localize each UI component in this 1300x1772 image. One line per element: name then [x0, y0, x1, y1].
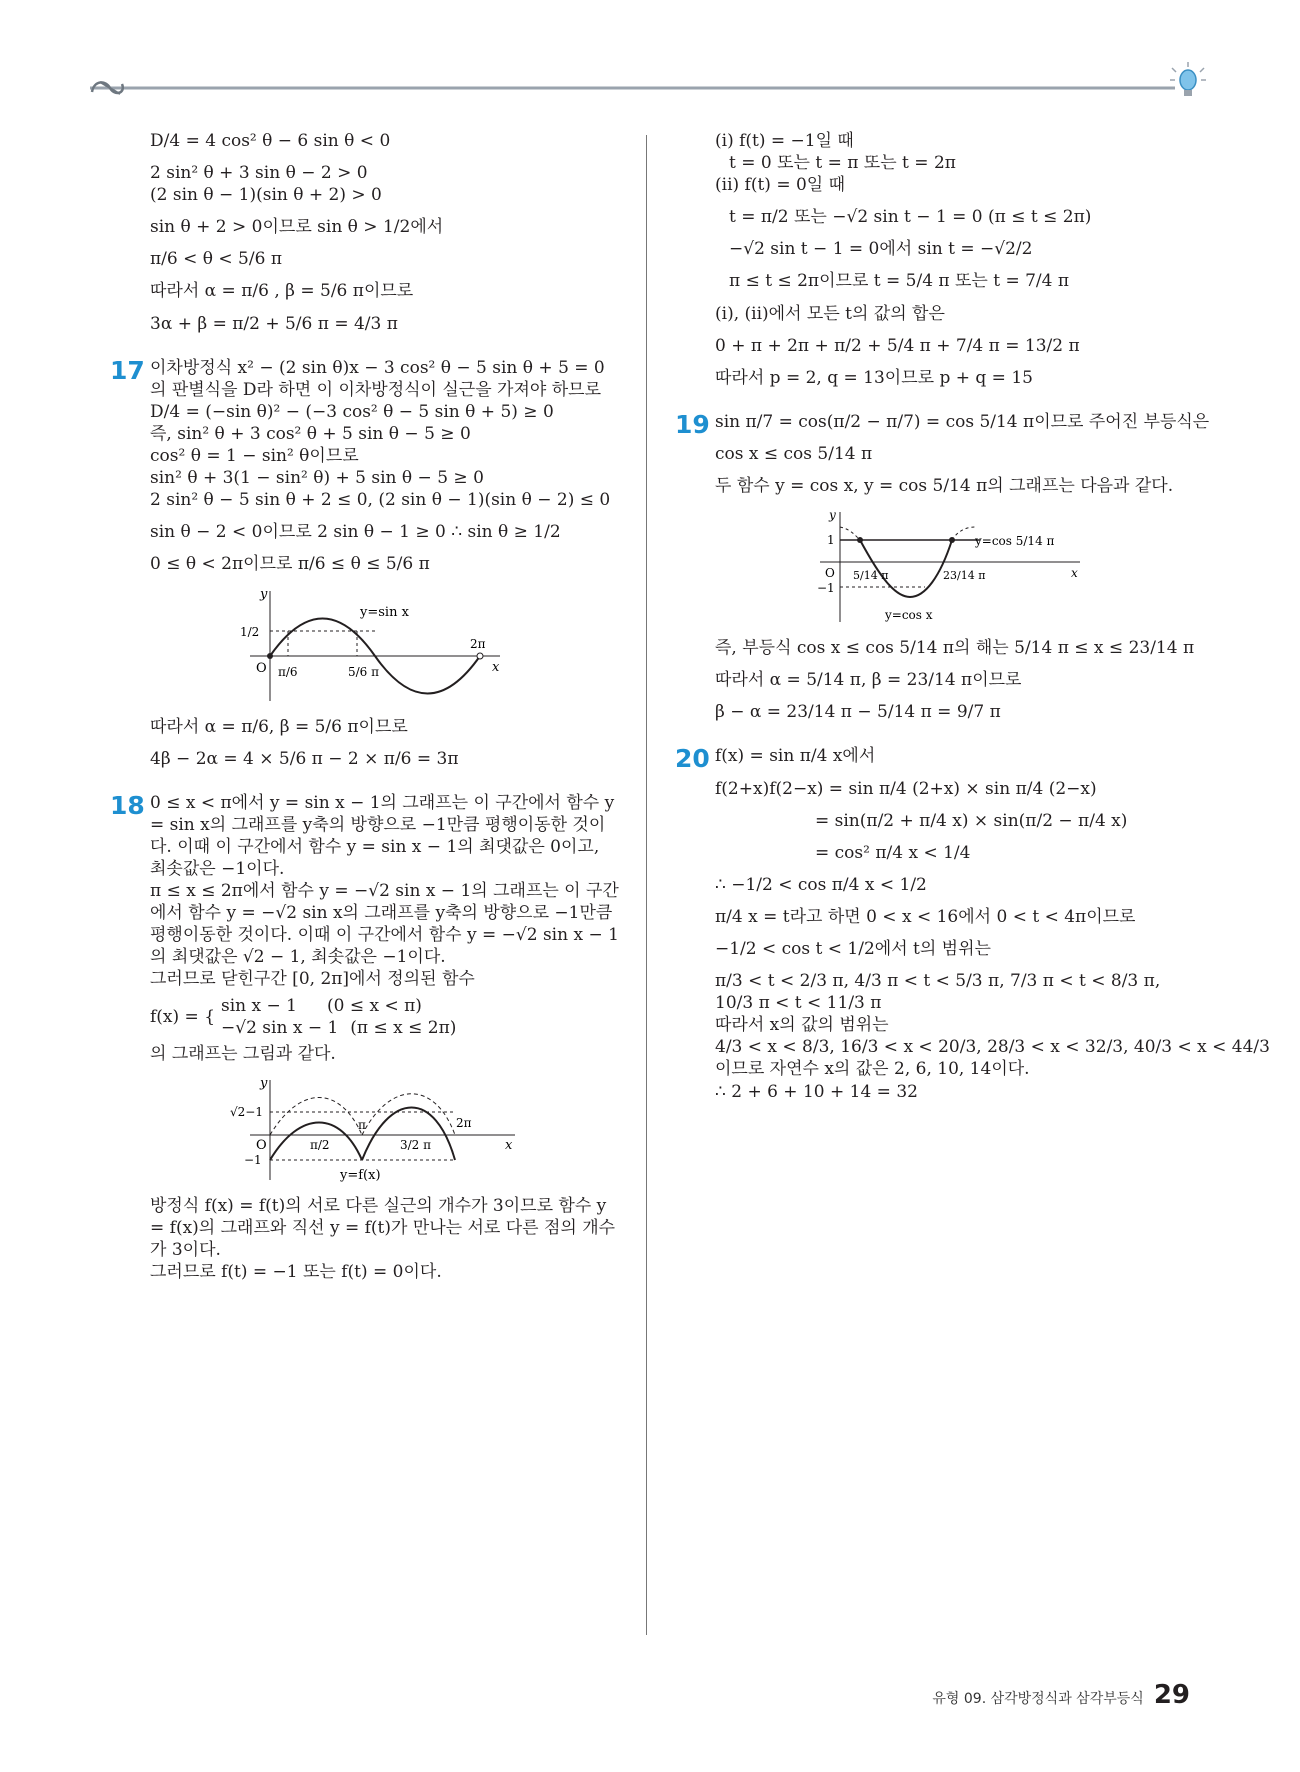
solution-line: ∴ 2 + 6 + 10 + 14 = 32	[715, 1081, 918, 1102]
solution-paragraph: 0 ≤ x < π에서 y = sin x − 1의 그래프는 이 구간에서 함수 y = sin x의 그래프를 y축의 방향으로 −1만큼 평행이동한 것이다. 이때 이 구간에서 함수 y = sin x − 1의 최댓값은 0이고, 최솟값은 −1이다.	[150, 792, 615, 879]
solution-line: 따라서 x의 값의 범위는	[715, 1015, 889, 1036]
page-number: 29	[1153, 1680, 1190, 1710]
curve-label: y=sin x	[360, 604, 409, 620]
solution-paragraph: 그러므로 닫힌구간 [0, 2π]에서 정의된 함수	[150, 969, 475, 990]
axis-label-x: x	[505, 1137, 513, 1153]
piecewise-lhs: f(x) = {	[150, 1006, 216, 1027]
tick-label: π/6	[278, 664, 298, 679]
solution-line: t = π/2 또는 −√2 sin t − 1 = 0 (π ≤ t ≤ 2π)	[729, 207, 1092, 228]
origin-label: O	[825, 566, 835, 581]
solution-line: 따라서 p = 2, q = 13이므로 p + q = 15	[715, 367, 1033, 388]
case-domain: (π ≤ x ≤ 2π)	[350, 1017, 457, 1038]
solution-line: −1/2 < cos t < 1/2에서 t의 범위는	[715, 938, 991, 959]
solution-line: 0 ≤ θ < 2π이므로 π/6 ≤ θ ≤ 5/6 π	[150, 554, 430, 575]
header-rule	[0, 0, 1300, 110]
curve-label: y=f(x)	[340, 1167, 381, 1183]
axis-label-y: y	[260, 586, 268, 602]
solution-line: cos² θ = 1 − sin² θ이므로	[150, 446, 359, 467]
case-heading: (i) f(t) = −1일 때	[715, 131, 854, 151]
problem-18	[110, 790, 620, 1284]
solution-line: f(x) = sin π/4 x에서	[715, 746, 876, 767]
sine-graph	[230, 586, 510, 706]
solution-line: −√2 sin t − 1 = 0에서 sin t = −√2/2	[729, 239, 1033, 260]
column-divider	[646, 135, 647, 1635]
section-title: 유형 09. 삼각방정식과 삼각부등식	[932, 1691, 1144, 1707]
tick-label: √2−1	[230, 1104, 263, 1119]
line-label: y=cos 5/14 π	[975, 534, 1055, 549]
solution-line: 의 그래프는 그림과 같다.	[150, 1043, 336, 1064]
solution-line: sin² θ + 3(1 − sin² θ) + 5 sin θ − 5 ≥ 0	[150, 468, 484, 489]
solution-line: 10/3 π < t < 11/3 π	[715, 993, 882, 1014]
tick-label: 3/2 π	[400, 1137, 432, 1152]
intro-line: 따라서 α = π/6 , β = 5/6 π이므로	[150, 281, 414, 302]
case-domain: (0 ≤ x < π)	[326, 995, 422, 1016]
solution-line: 따라서 α = π/6, β = 5/6 π이므로	[150, 716, 408, 737]
origin-label: O	[256, 1137, 267, 1153]
solution-line: t = 0 또는 t = π 또는 t = 2π	[729, 153, 956, 174]
solution-line: 2 sin² θ − 5 sin θ + 2 ≤ 0, (2 sin θ − 1)(sin θ − 2) ≤ 0	[150, 490, 611, 511]
problem-17	[110, 355, 620, 770]
tick-label: 23/14 π	[943, 569, 986, 583]
tick-label: π	[358, 1117, 366, 1132]
solution-line: β − α = 23/14 π − 5/14 π = 9/7 π	[715, 702, 1001, 723]
solution-line: f(2+x)f(2−x) = sin π/4 (2+x) × sin π/4 (2−x)	[715, 778, 1097, 799]
solution-line: ∴ −1/2 < cos π/4 x < 1/2	[715, 874, 927, 895]
case-heading: (ii) f(t) = 0일 때	[715, 175, 846, 196]
curve-label: y=cos x	[885, 608, 933, 623]
axis-label-y: y	[829, 508, 836, 523]
solution-paragraph: π ≤ x ≤ 2π에서 함수 y = −√2 sin x − 1의 그래프는 이 구간에서 함수 y = −√2 sin x의 그래프를 y축의 방향으로 −1만큼 평행이동한 것이다. 이때 이 구간에서 함수 y = −√2 sin x − 1의 최댓값은 √2 − 1, 최솟값은 −1이다.	[150, 881, 619, 968]
solution-line: D/4 = (−sin θ)² − (−3 cos² θ − 5 sin θ + 5) ≥ 0	[150, 401, 554, 422]
solution-line: 이므로 자연수 x의 값은 2, 6, 10, 14이다.	[715, 1059, 1030, 1080]
solution-line: 즉, sin² θ + 3 cos² θ + 5 sin θ − 5 ≥ 0	[150, 423, 471, 444]
intro-line: (2 sin θ − 1)(sin θ + 2) > 0	[150, 185, 382, 206]
tick-label: −1	[817, 581, 835, 596]
problem-text: 이차방정식 x² − (2 sin θ)x − 3 cos² θ − 5 sin θ + 5 = 0의 판별식을 D라 하면 이 이차방정식이 실근을 가져야 하므로	[150, 357, 605, 400]
solution-line: π ≤ t ≤ 2π이므로 t = 5/4 π 또는 t = 7/4 π	[729, 271, 1070, 292]
problem-number: 20	[675, 744, 710, 774]
solution-line: 0 + π + 2π + π/2 + 5/4 π + 7/4 π = 13/2 π	[715, 335, 1080, 356]
tick-label: 1/2	[240, 624, 260, 639]
tick-label: 5/6 π	[348, 664, 380, 679]
solution-line: 두 함수 y = cos x, y = cos 5/14 π의 그래프는 다음과 같다.	[715, 476, 1174, 497]
axis-label-x: x	[1071, 566, 1078, 581]
origin-label: O	[256, 660, 267, 676]
tick-label: 5/14 π	[853, 569, 889, 583]
cosine-graph	[815, 507, 1085, 627]
solution-line: π/4 x = t라고 하면 0 < x < 16에서 0 < t < 4π이므로	[715, 906, 1136, 927]
problem-19	[675, 409, 1210, 724]
intro-line: D/4 = 4 cos² θ − 6 sin θ < 0	[150, 131, 391, 151]
solution-line: 그러므로 f(t) = −1 또는 f(t) = 0이다.	[150, 1262, 442, 1283]
intro-line: 2 sin² θ + 3 sin θ − 2 > 0	[150, 163, 368, 184]
left-column	[110, 130, 620, 1283]
tick-label: 2π	[456, 1115, 472, 1130]
tick-label: π/2	[310, 1137, 330, 1152]
problem-number: 18	[110, 790, 145, 820]
solution-line: = cos² π/4 x < 1/4	[815, 842, 971, 863]
tick-label: 1	[827, 533, 835, 548]
tick-label: −1	[244, 1152, 262, 1167]
problem-number: 19	[675, 409, 710, 439]
solution-line: 따라서 α = 5/14 π, β = 23/14 π이므로	[715, 670, 1022, 691]
tick-label: 2π	[470, 636, 486, 651]
solution-line: sin θ − 2 < 0이므로 2 sin θ − 1 ≥ 0 ∴ sin θ ≥ 1/2	[150, 522, 561, 543]
solution-line: (i), (ii)에서 모든 t의 값의 합은	[715, 303, 945, 324]
solution-line: π/3 < t < 2/3 π, 4/3 π < t < 5/3 π, 7/3 π < t < 8/3 π,	[715, 971, 1161, 992]
solution-line: sin π/7 = cos(π/2 − π/7) = cos 5/14 π이므로 주어진 부등식은	[715, 411, 1210, 432]
problem-number: 17	[110, 355, 145, 385]
solution-paragraph: 방정식 f(x) = f(t)의 서로 다른 실근의 개수가 3이므로 함수 y = f(x)의 그래프와 직선 y = f(t)가 만나는 서로 다른 점의 개수가 3이다.	[150, 1195, 616, 1260]
solution-line: 4β − 2α = 4 × 5/6 π − 2 × π/6 = 3π	[150, 748, 459, 769]
lightbulb-icon	[1170, 62, 1206, 96]
right-column	[675, 130, 1270, 1103]
axis-label-x: x	[492, 659, 500, 675]
intro-line: sin θ + 2 > 0이므로 sin θ > 1/2에서	[150, 217, 444, 238]
axis-label-y: y	[260, 1075, 268, 1091]
solution-line: 즉, 부등식 cos x ≤ cos 5/14 π의 해는 5/14 π ≤ x ≤ 23/14 π	[715, 638, 1195, 659]
intro-line: 3α + β = π/2 + 5/6 π = 4/3 π	[150, 313, 398, 334]
case-expr: sin x − 1	[221, 995, 297, 1016]
piecewise-function	[150, 995, 620, 1039]
intro-line: π/6 < θ < 5/6 π	[150, 249, 282, 270]
solution-line: cos x ≤ cos 5/14 π	[715, 443, 873, 464]
solution-line: = sin(π/2 + π/4 x) × sin(π/2 − π/4 x)	[815, 810, 1128, 831]
page-footer	[932, 1680, 1190, 1710]
case-expr: −√2 sin x − 1	[221, 1017, 339, 1038]
problem-20	[675, 744, 1270, 1102]
solution-line: 4/3 < x < 8/3, 16/3 < x < 20/3, 28/3 < x < 32/3, 40/3 < x < 44/3	[715, 1037, 1270, 1058]
piecewise-graph	[230, 1075, 520, 1185]
